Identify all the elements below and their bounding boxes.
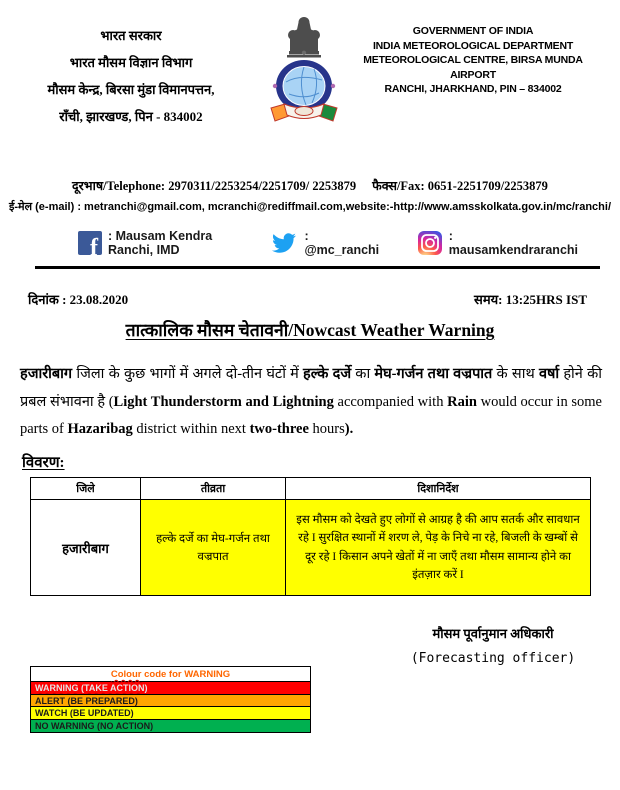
colour-code-row: WARNING (TAKE ACTION)	[31, 682, 310, 695]
header-hindi-line: भारत मौसम विज्ञान विभाग	[69, 55, 193, 70]
paragraph-segment: जिला के कुछ भागों में अगले दो-तीन घंटों में	[72, 366, 304, 382]
header-hindi-line: भारत सरकार	[100, 28, 162, 43]
paragraph-segment: two-three	[249, 421, 309, 437]
paragraph-segment: accompanied with	[333, 393, 448, 410]
social-media-row	[78, 227, 578, 259]
guidelines-cell: इस मौसम को देखते हुए लोगों से आग्रह है की आप सतर्क और सावधान रहे I सुरक्षित स्थानों में शरण ले, पेड़ के निचे ना रहे, बिजली के खम्बों से दूर रहे I किसान अपने खेतों में ना जाएँ तथा मौसम सामान्य होने का इंतज़ार करें I	[286, 500, 591, 596]
facebook-icon[interactable]: f	[78, 231, 102, 255]
signature-english: (Forecasting officer)	[410, 651, 576, 666]
intensity-cell: हल्के दर्जे का मेघ-गर्जन तथा वज्रपात	[141, 500, 286, 596]
colour-code-row: ALERT (BE PREPARED)	[31, 695, 310, 708]
column-header-guidelines: दिशानिर्देश	[286, 478, 591, 500]
table-row	[31, 500, 591, 596]
instagram-icon[interactable]	[417, 230, 443, 256]
header-hindi-line: मौसम केन्द्र, बिरसा मुंडा विमानपत्तन,	[47, 82, 215, 97]
header-english-line: INDIA METEOROLOGICAL DEPARTMENT	[372, 39, 574, 52]
paragraph-segment: होने की प्रबल संभावना है (	[20, 366, 602, 410]
header-english-line: RANCHI, JHARKHAND, PIN – 834002	[384, 83, 562, 95]
imd-emblem-icon	[264, 12, 344, 127]
column-header-district: जिले	[31, 478, 141, 500]
header-hindi-line: राँची, झारखण्ड, पिन - 834002	[59, 109, 203, 124]
page-title: तात्कालिक मौसम चेतावनी/Nowcast Weather Warning	[125, 320, 495, 340]
date-label: दिनांक : 23.08.2020	[28, 292, 129, 307]
paragraph-segment: हजारीबाग	[20, 366, 73, 382]
paragraph-segment: would occur in some parts of	[20, 393, 602, 437]
colour-code-title-word: Colour	[110, 669, 142, 680]
instagram-handle: : mausamkendraranchi	[448, 229, 579, 257]
fax-label: फैक्स/Fax: 0651-2251709/2253879	[372, 179, 548, 193]
paragraph-segment: Rain	[447, 393, 477, 410]
paragraph-segment: हल्के दर्जे	[303, 366, 352, 382]
paragraph-segment: Light Thunderstorm and Lightning	[113, 393, 334, 410]
colour-code-table	[30, 666, 311, 733]
paragraph-segment: मेघ-गर्जन तथा वज्रपात	[374, 366, 493, 382]
table-header-row	[31, 478, 591, 500]
warning-details-table	[30, 477, 591, 596]
district-cell: हजारीबाग	[31, 500, 141, 596]
colour-code-title	[31, 667, 310, 682]
colour-code-row: WATCH (BE UPDATED)	[31, 707, 310, 720]
colour-code-rows	[31, 682, 310, 732]
paragraph-segment: Hazaribag	[67, 421, 133, 437]
header-english-block	[342, 24, 604, 97]
warning-paragraph	[20, 361, 602, 444]
header-divider	[35, 266, 600, 269]
paragraph-segment: district within next	[132, 421, 250, 437]
twitter-handle: : @mc_ranchi	[304, 229, 380, 257]
column-header-intensity: तीव्रता	[141, 478, 286, 500]
email-website-line: ई-मेल (e-mail) : metranchi@gmail.com, mcranchi@rediffmail.com,website:-http://www.amsskolkata.gov.in/mc/ranchi/	[8, 201, 612, 213]
paragraph-segment: ).	[344, 421, 354, 437]
paragraph-segment: का	[351, 366, 375, 382]
details-heading: विवरण:	[22, 455, 65, 471]
signature-block	[388, 624, 598, 666]
header-english-line: METEOROLOGICAL CENTRE, BIRSA MUNDA AIRPORT	[363, 54, 583, 81]
telephone-fax-line	[0, 177, 620, 194]
paragraph-segment: के साथ	[492, 366, 539, 382]
time-label: समय: 13:25HRS IST	[474, 292, 587, 307]
paragraph-segment: वर्षा	[538, 366, 560, 382]
twitter-icon[interactable]	[270, 231, 298, 255]
signature-hindi: मौसम पूर्वानुमान अधिकारी	[432, 626, 554, 641]
header-english-line: GOVERNMENT OF INDIA	[412, 25, 534, 37]
telephone-label: दूरभाष/Telephone: 2970311/2253254/2251709/ 2253879	[72, 179, 357, 193]
header-hindi-block	[12, 22, 250, 130]
colour-code-title-rest: code for WARNING	[141, 669, 231, 680]
paragraph-segment: hours	[308, 421, 345, 437]
colour-code-row: NO WARNING (NO ACTION)	[31, 720, 310, 733]
facebook-handle: : Mausam Kendra Ranchi, IMD	[108, 229, 213, 257]
